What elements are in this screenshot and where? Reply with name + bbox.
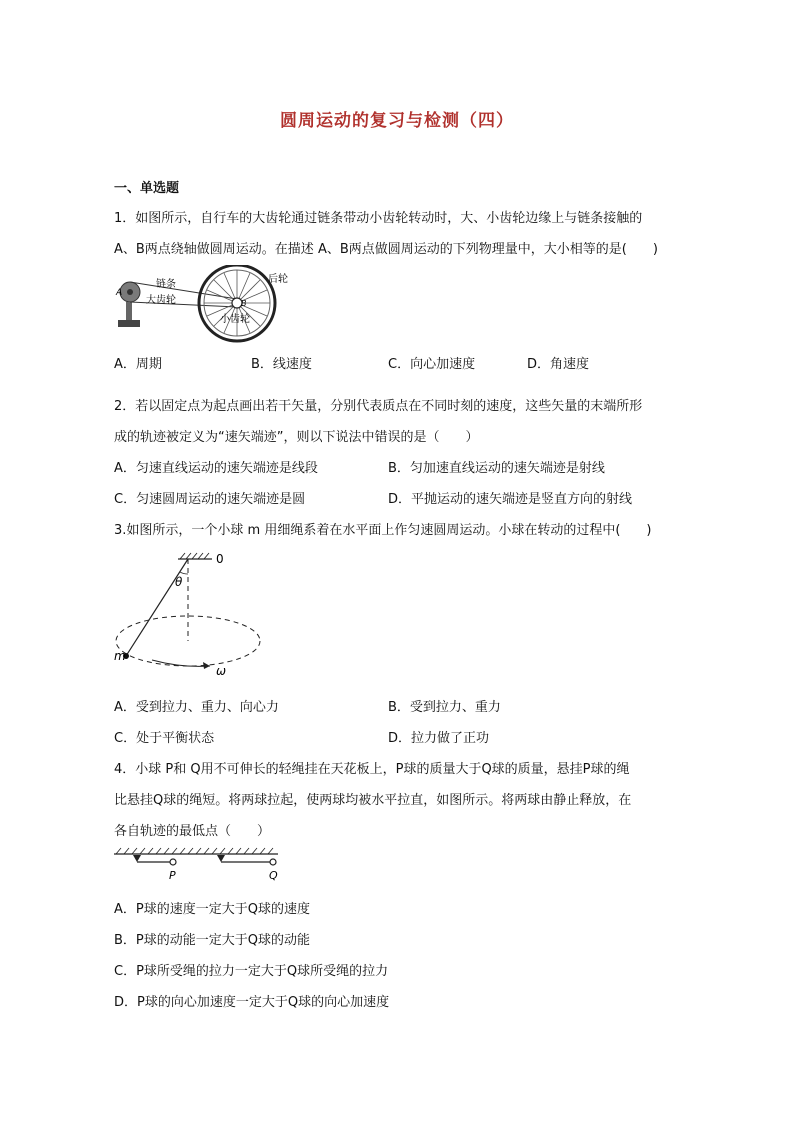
q1-text-line1: 1．如图所示，自行车的大齿轮通过链条带动小齿轮转动时，大、小齿轮边缘上与链条接触的 — [114, 211, 643, 226]
ball-q — [270, 859, 276, 865]
q3-option-c[interactable]: C．处于平衡状态 — [114, 731, 215, 746]
q-label: Q — [269, 869, 278, 882]
q2-option-a[interactable]: A．匀速直线运动的速矢端迹是线段 — [114, 461, 318, 476]
ball-p — [170, 859, 176, 865]
q4-text-line2: 比悬挂Q球的绳短。将两球拉起，使两球均被水平拉直，如图所示。将两球由静止释放，在 — [114, 793, 632, 808]
point-b-label: B — [241, 299, 247, 308]
q4-option-b[interactable]: B．P球的动能一定大于Q球的动能 — [114, 933, 310, 948]
q4-option-c[interactable]: C．P球所受绳的拉力一定大于Q球所受绳的拉力 — [114, 964, 389, 979]
q1-option-b[interactable]: B．线速度 — [251, 357, 312, 372]
q1-text-line2: A、B两点绕轴做圆周运动。在描述 A、B两点做圆周运动的下列物理量中，大小相等的是( ) — [114, 242, 658, 257]
conical-pendulum-figure — [112, 548, 270, 680]
q4-option-d[interactable]: D．P球的向心加速度一定大于Q球的向心加速度 — [114, 995, 390, 1010]
q1-option-c[interactable]: C．向心加速度 — [388, 357, 476, 372]
rear-wheel-label: 后轮 — [268, 274, 288, 285]
q3-option-d[interactable]: D．拉力做了正功 — [388, 731, 490, 746]
chain-label: 链条 — [156, 279, 176, 290]
q2-option-c[interactable]: C．匀速圆周运动的速矢端迹是圆 — [114, 492, 306, 507]
bicycle-gear-figure — [112, 265, 302, 347]
q4-text-line1: 4．小球 P和 Q用不可伸长的轻绳挂在天花板上，P球的质量大于Q球的质量，悬挂P球的绳 — [114, 762, 630, 777]
point-o-label: 0 — [216, 552, 224, 566]
p-label: P — [169, 869, 176, 882]
q2-option-d[interactable]: D．平抛运动的速矢端迹是竖直方向的射线 — [388, 492, 633, 507]
document-title: 圆周运动的复习与检测（四） — [280, 111, 514, 131]
q2-text-line2: 成的轨迹被定义为“速矢端迹”，则以下说法中错误的是（ ） — [114, 430, 479, 445]
two-pendulum-figure — [112, 846, 282, 882]
section-heading: 一、单选题 — [114, 181, 180, 196]
q3-option-a[interactable]: A．受到拉力、重力、向心力 — [114, 700, 279, 715]
omega-label: ω — [216, 664, 227, 678]
q4-option-a[interactable]: A．P球的速度一定大于Q球的速度 — [114, 902, 310, 917]
point-a-label: A — [116, 288, 123, 298]
q1-option-a[interactable]: A．周期 — [114, 357, 162, 372]
theta-label: θ — [175, 575, 183, 589]
pendulum-string — [126, 559, 188, 656]
q1-option-d[interactable]: D．角速度 — [527, 357, 590, 372]
big-gear-label: 大齿轮 — [146, 295, 176, 306]
small-gear-label: 小齿轮 — [220, 314, 250, 325]
q3-text-line1: 3.如图所示，一个小球 m 用细绳系着在水平面上作匀速圆周运动。小球在转动的过程中( ) — [114, 523, 652, 538]
q4-text-line3: 各自轨迹的最低点（ ） — [114, 824, 271, 839]
mass-label: m — [114, 649, 126, 663]
q3-option-b[interactable]: B．受到拉力、重力 — [388, 700, 501, 715]
q2-option-b[interactable]: B．匀加速直线运动的速矢端迹是射线 — [388, 461, 605, 476]
q2-text-line1: 2．若以固定点为起点画出若干矢量，分别代表质点在不同时刻的速度，这些矢量的末端所形 — [114, 399, 643, 414]
